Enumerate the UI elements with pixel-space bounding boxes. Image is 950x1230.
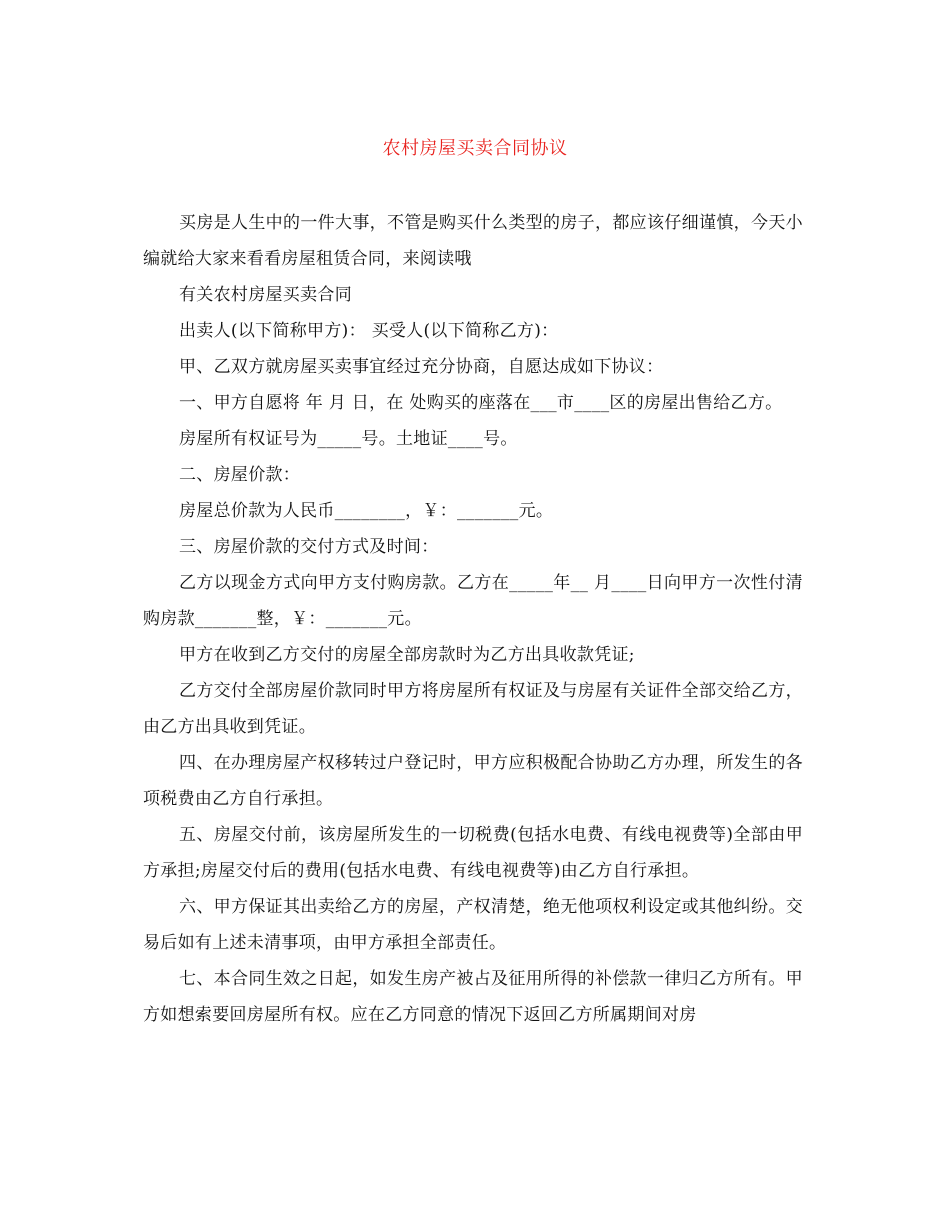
paragraph-clause-7: 七、本合同生效之日起，如发生房产被占及征用所得的补偿款一律归乙方所有。甲方如想索要回房屋所有权。应在乙方同意的情况下返回乙方所属期间对房 <box>143 969 803 1025</box>
paragraph-heading: 有关农村房屋买卖合同 <box>179 285 352 305</box>
paragraph-total-price: 房屋总价款为人民币________，￥：_______元。 <box>179 501 554 521</box>
paragraph-certificate-numbers: 房屋所有权证号为_____号。土地证____号。 <box>179 429 518 449</box>
paragraph-clause-6: 六、甲方保证其出卖给乙方的房屋，产权清楚，绝无他项权利设定或其他纠纷。交易后如有上述未清事项，由甲方承担全部责任。 <box>143 897 803 953</box>
paragraph-payment: 乙方以现金方式向甲方支付购房款。乙方在_____年__ 月____日向甲方一次性付清购房款_______整，￥：_______元。 <box>143 573 803 629</box>
paragraph-clause-3: 三、房屋价款的交付方式及时间： <box>179 537 439 557</box>
paragraph-clause-2: 二、房屋价款： <box>179 465 301 485</box>
paragraph-clause-4: 四、在办理房屋产权移转过户登记时，甲方应积极配合协助乙方办理，所发生的各项税费由乙方自行承担。 <box>143 753 803 809</box>
paragraph-intro: 买房是人生中的一件大事，不管是购买什么类型的房子，都应该仔细谨慎，今天小编就给大家来看看房屋租赁合同，来阅读哦 <box>143 213 803 269</box>
paragraph-receipt: 甲方在收到乙方交付的房屋全部房款时为乙方出具收款凭证; <box>179 645 635 665</box>
document-body <box>143 205 803 1033</box>
paragraph-clause-5: 五、房屋交付前，该房屋所发生的一切税费(包括水电费、有线电视费等)全部由甲方承担;房屋交付后的费用(包括水电费、有线电视费等)由乙方自行承担。 <box>143 825 803 881</box>
paragraph-parties: 出卖人(以下简称甲方)： 买受人(以下简称乙方)： <box>179 321 559 341</box>
paragraph-clause-1: 一、甲方自愿将 年 月 日，在 处购买的座落在___市____区的房屋出售给乙方。 <box>179 393 783 413</box>
paragraph-agreement: 甲、乙双方就房屋买卖事宜经过充分协商，自愿达成如下协议： <box>179 357 664 377</box>
document-title: 农村房屋买卖合同协议 <box>382 138 568 159</box>
paragraph-handover: 乙方交付全部房屋价款同时甲方将房屋所有权证及与房屋有关证件全部交给乙方，由乙方出具收到凭证。 <box>143 681 803 737</box>
